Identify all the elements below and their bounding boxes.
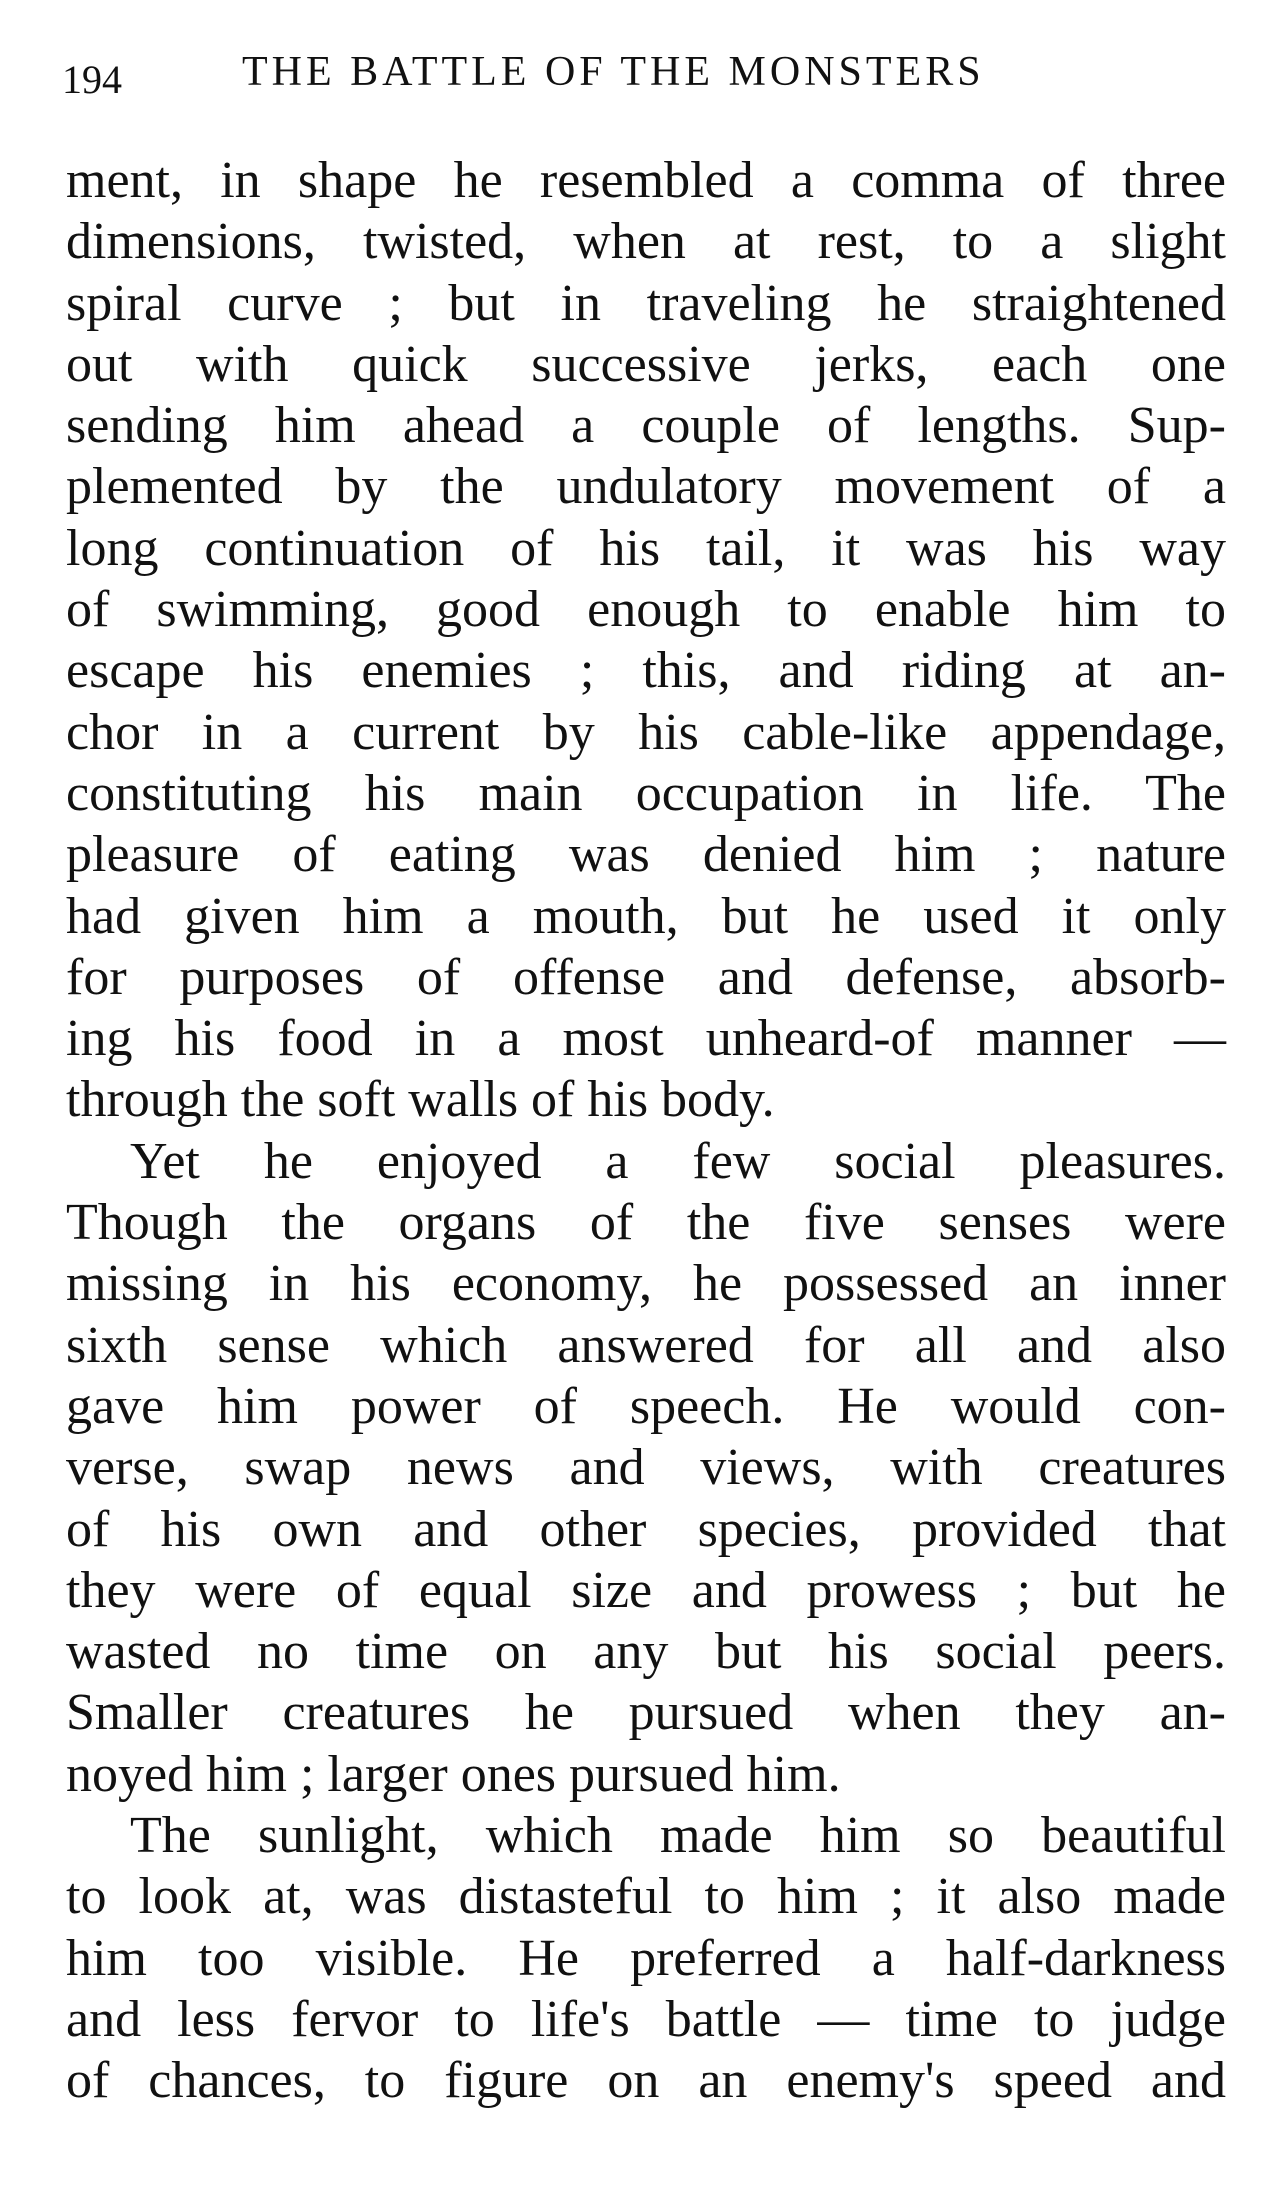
text-line: ing his food in a most unheard-of manner — bbox=[66, 1010, 1226, 1068]
text-line: Yet he enjoyed a few social pleasures. bbox=[130, 1132, 1226, 1190]
text-line: Though the organs of the five senses were bbox=[66, 1194, 1226, 1252]
text-line: wasted no time on any but his social peers. bbox=[66, 1623, 1226, 1681]
running-head bbox=[62, 42, 1222, 102]
text-line: long continuation of his tail, it was his way bbox=[66, 519, 1226, 577]
text-line: of swimming, good enough to enable him to bbox=[66, 581, 1226, 639]
text-line: through the soft walls of his body. bbox=[66, 1071, 775, 1129]
text-line: spiral curve ; but in traveling he straightened bbox=[66, 274, 1226, 332]
text-line: missing in his economy, he possessed an inner bbox=[66, 1255, 1226, 1313]
text-line: chor in a current by his cable-like appendage, bbox=[66, 703, 1226, 761]
text-line: for purposes of offense and defense, absorb- bbox=[66, 948, 1226, 1006]
text-line: plemented by the undulatory movement of a bbox=[66, 458, 1226, 516]
text-line: of his own and other species, provided that bbox=[66, 1500, 1226, 1558]
text-line: sending him ahead a couple of lengths. Sup- bbox=[66, 397, 1226, 455]
text-line: of chances, to figure on an enemy's speed and bbox=[66, 2052, 1226, 2110]
text-line: had given him a mouth, but he used it only bbox=[66, 887, 1226, 945]
text-line: noyed him ; larger ones pursued him. bbox=[66, 1745, 841, 1803]
text-line: gave him power of speech. He would con- bbox=[66, 1377, 1226, 1435]
text-line: dimensions, twisted, when at rest, to a slight bbox=[66, 213, 1226, 271]
text-line: and less fervor to life's battle — time to judge bbox=[66, 1990, 1226, 2048]
text-line: escape his enemies ; this, and riding at an- bbox=[66, 642, 1226, 700]
text-line: verse, swap news and views, with creatures bbox=[66, 1439, 1226, 1497]
text-line: pleasure of eating was denied him ; nature bbox=[66, 826, 1226, 884]
page-number: 194 bbox=[62, 57, 122, 102]
running-title: THE BATTLE OF THE MONSTERS bbox=[242, 49, 985, 95]
text-line: Smaller creatures he pursued when they an- bbox=[66, 1684, 1226, 1742]
body-text bbox=[66, 150, 1226, 2112]
text-line: him too visible. He preferred a half-darkness bbox=[66, 1929, 1226, 1987]
text-line: constituting his main occupation in life. The bbox=[66, 764, 1226, 822]
text-line: they were of equal size and prowess ; but he bbox=[66, 1561, 1226, 1619]
text-line: sixth sense which answered for all and also bbox=[66, 1316, 1226, 1374]
text-line: The sunlight, which made him so beautiful bbox=[130, 1807, 1226, 1865]
text-line: ment, in shape he resembled a comma of three bbox=[66, 152, 1226, 209]
text-line: out with quick successive jerks, each one bbox=[66, 335, 1226, 393]
text-line: to look at, was distasteful to him ; it also made bbox=[66, 1868, 1226, 1926]
